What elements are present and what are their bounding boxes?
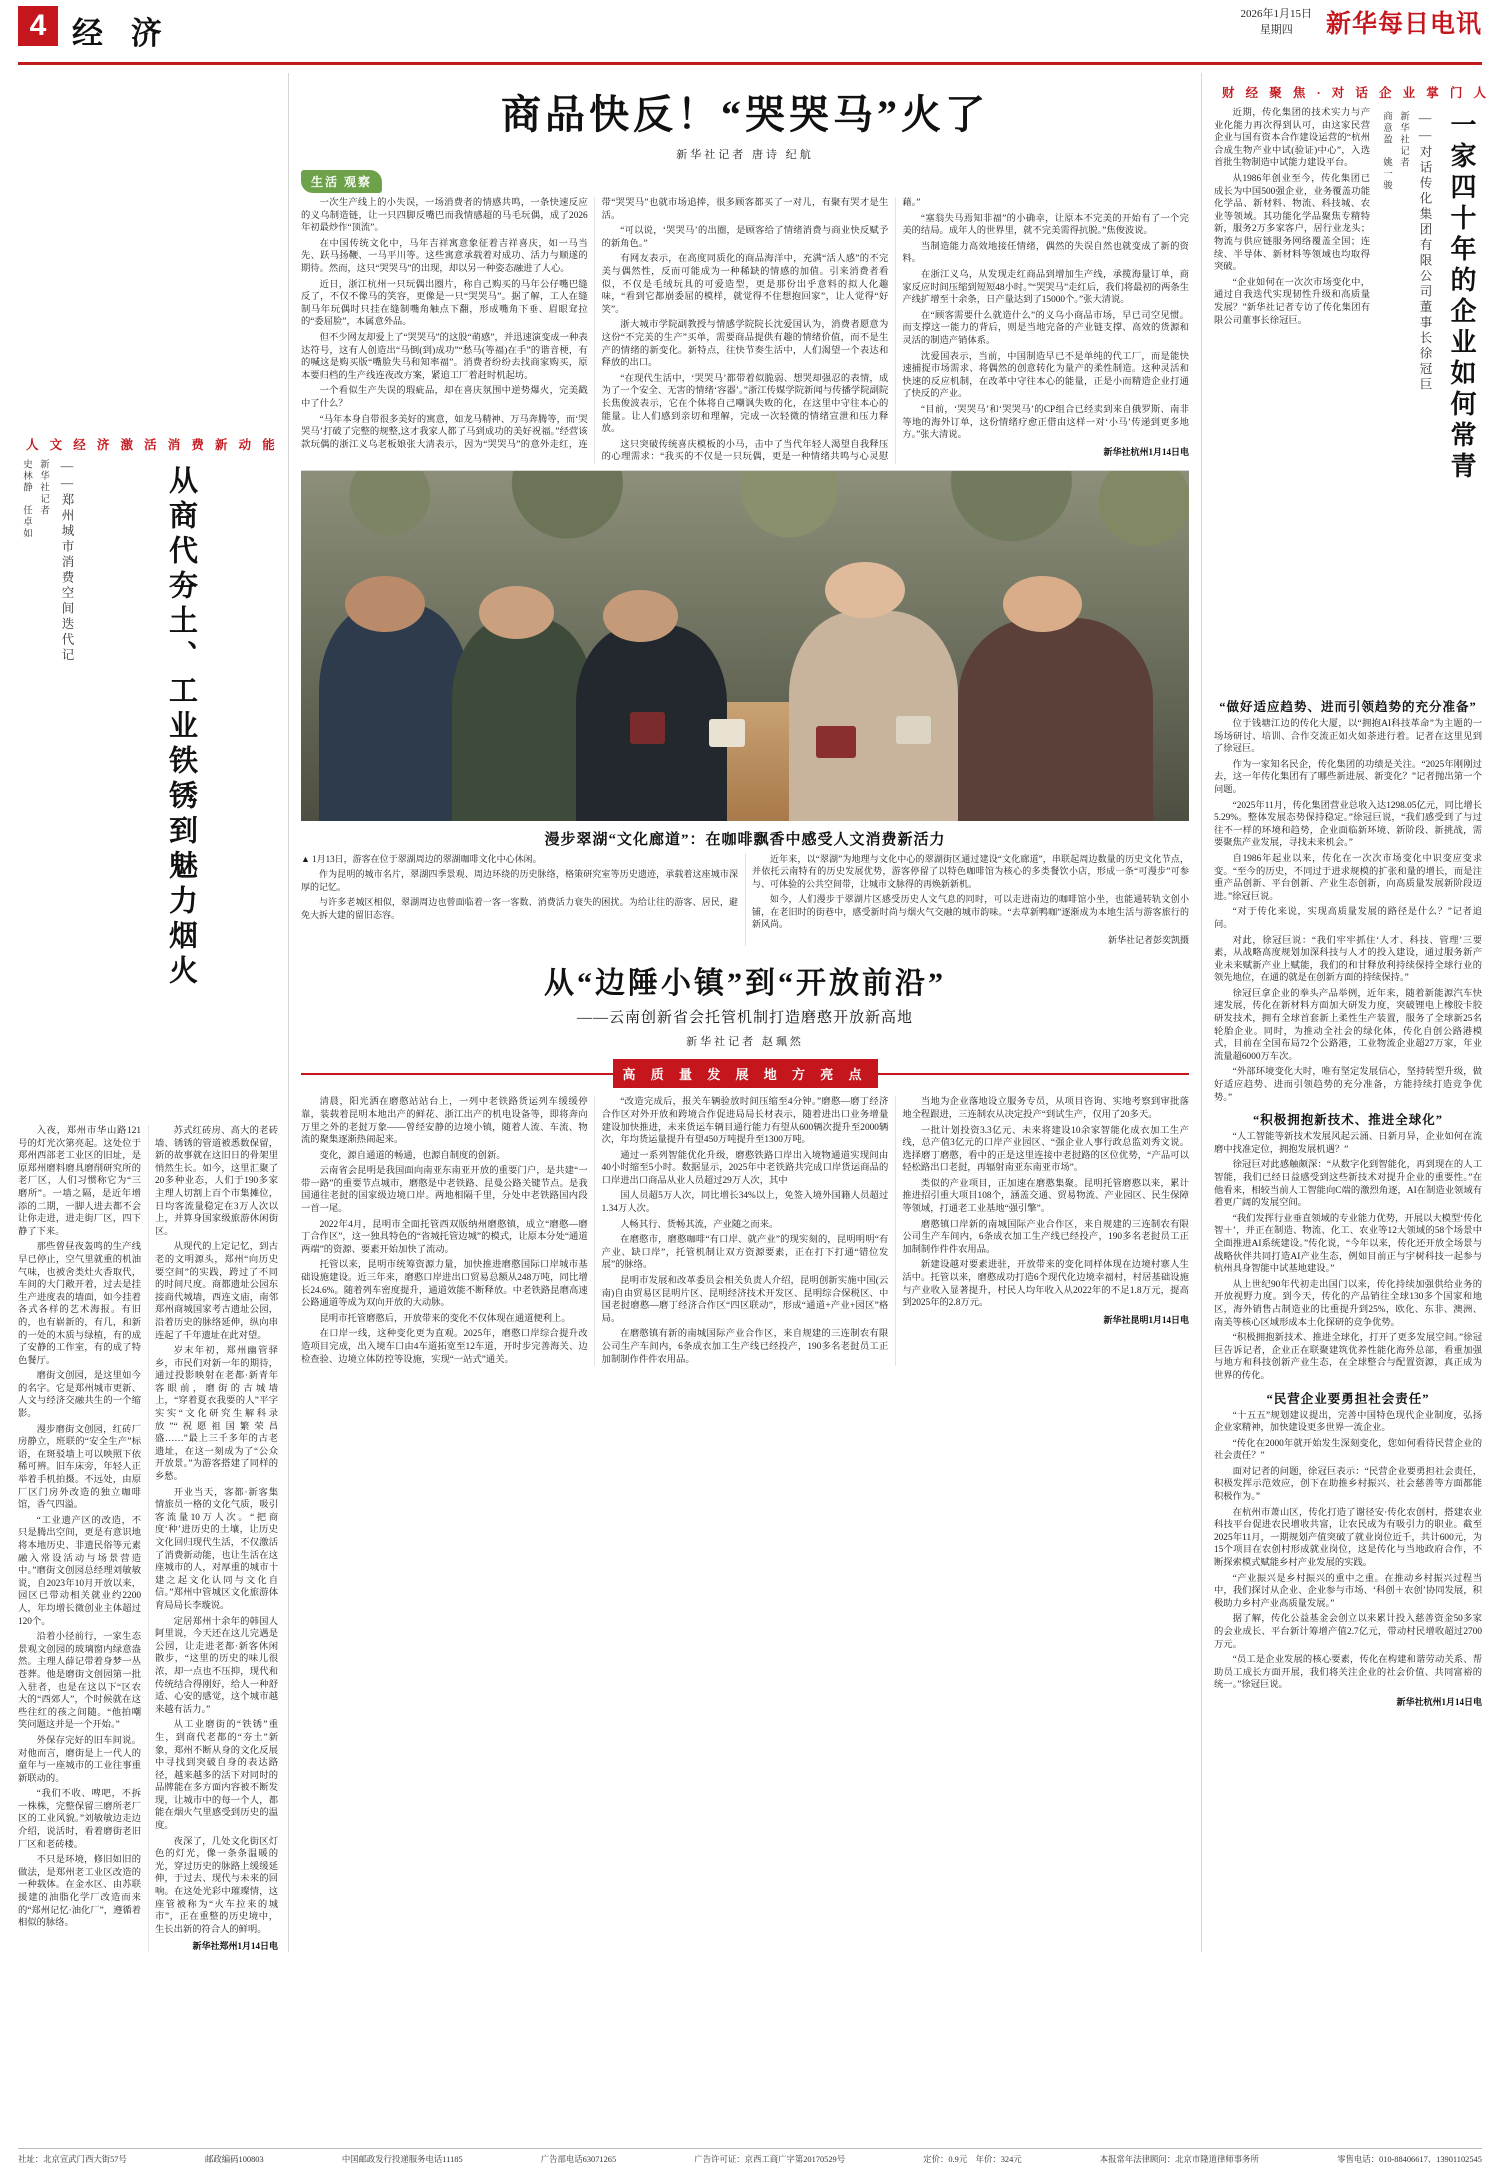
paragraph: 近日，浙江杭州一只玩偶出圈片，称自己购买的马年公仔嘴巴缝反了，不仅不像马的笑容，更像是一只“哭哭马”。据了解，工人在缝制马年玩偶时只挂在缝制嘴角触点下翻，形成嘴角下垂、眉眼耷拉的“委屈脸”，本属意外品。 bbox=[301, 279, 588, 328]
paragraph: 近年来，以“翠湖”为地理与文化中心的翠湖街区通过建设“文化廊道”，串联起周边数量的历史文化节点，并依托云南特有的历史发展优势，游客停留了以特色咖啡馆为核心的多类餐饮小店，形成一条“可漫步”可参与、可体验的公共空间带，让城市文脉得的再焕新新机。 bbox=[752, 853, 1189, 889]
paragraph: 有网友表示，在高度同质化的商品海洋中，充满“活人感”的不完美与偶然性，反而可能成为一种稀缺的情感的加值。引来消费者看似，不仅是毛绒玩具的可爱造型，更是那份出乎意料的拟人化趣味，“看到它都崩委屈的模样，就觉得不住想抱回家”，让人觉得“好笑”。 bbox=[601, 254, 889, 315]
paragraph: “我们不收、啤吧，不拆一株株，完整保留三磨所老厂区的工业风貌。”刘敏敏边走边介绍，说活时，看着磨街老旧厂区和老砖楼。 bbox=[18, 1789, 141, 1850]
mid-byline: 新华社记者 赵珮然 bbox=[686, 1036, 804, 1049]
paragraph: “马年本身自带很多美好的寓意，如龙马精神、万马奔腾等，而‘哭哭马’打破了完整的规整,这才我家人都了马到成功的美好祝福。”经营该款玩偶的浙江义乌老板娘张大清表示，因为“哭哭马”的意外走红，连带“哭哭马”也就市场追捧，很多顾客都买了一对儿，有聚有哭才是生活。 bbox=[301, 198, 889, 450]
footer-price: 定价：0.9元 年价：324元 bbox=[923, 2155, 1022, 2164]
paragraph: “传化在2000年就开始发生深刻变化，您如何看待民营企业的社会责任？” bbox=[1214, 1438, 1482, 1462]
paragraph: 面对记者的问题，徐冠巨表示：“民营企业要勇担社会责任，积极发挥示范效应，创下在助推乡村振兴、社会慈善等方面都能积极作为。” bbox=[1214, 1466, 1482, 1503]
paragraph: 当制造能力高效地接任情绪，偶然的失误自然也就变成了新的资料。 bbox=[902, 241, 1189, 265]
paragraph: 变化，源自通道的畅通，也源自制度的创新。 bbox=[319, 1150, 506, 1161]
paragraph: 2022年4月，昆明市全面托管西双版纳州磨憨镇，成立“磨憨—磨丁合作区”，这一独具特色的“省城托管边城”的模式，让原本分处“通道两端”的资源、要素开始加快了流动。 bbox=[301, 1219, 588, 1255]
right-lead-block bbox=[1214, 107, 1482, 691]
paragraph: “产业振兴是乡村振兴的重中之重。在推动乡村振兴过程当中，我们探讨从企业、企业参与市场、‘科创＋农创’协同发展，积极助力乡村产业高质量发展。” bbox=[1214, 1573, 1482, 1609]
right-section-1-body bbox=[1214, 718, 1482, 1104]
paragraph: 沈爱国表示，当前，中国制造早已不是单纯的代工厂，而是能快速捕捉市场需求、将偶然的创意转化为量产的柔性制造。这种灵活和快速的反应机制，在改革中守往本心的能量，正是小而精造企业打通了快反的产业。 bbox=[902, 351, 1189, 400]
lead-body bbox=[301, 197, 1189, 464]
paragraph: 与许多老城区相似，翠湖周边也曾面临着一客一客数、消费活力衰失的困扰。为给让往的游客、居民，避免大拆大建的留旧态容。 bbox=[301, 897, 738, 920]
page-footer bbox=[18, 2148, 1482, 2165]
paragraph: 定居郑州十余年的韩国人阿里说，今天还在这儿完遇是公园，让走进老都·新客休闲散步，“这里的历史的味儿很浓，却一点也不压抑，现代和传统结合得刚好，给人一种舒适、心安的感觉，这个城市越来越有活力。” bbox=[155, 1616, 278, 1715]
footer-ad-license: 广告许可证：京西工商广字第20170529号 bbox=[694, 2155, 846, 2164]
photo-note-text: 1月13日，游客在位于翠湖周边的翠湖咖啡文化中心休闲。 bbox=[312, 853, 542, 864]
paragraph: 苏式红砖房、高大的老砖墙、锈锈的管道被悉数保留，新的故事就在这旧日的骨架里悄然生长。如今，这里汇聚了20多种业态，人们于190多家主理人切割上百个市集摊位，日均客流量稳定在3万人次以上，并算身国家级旅游休闲街区。 bbox=[155, 1126, 278, 1237]
right-vertical-headline-wrap bbox=[1378, 111, 1482, 691]
mid-banner-text: 高 质 量 发 展 地 方 亮 点 bbox=[613, 1059, 878, 1088]
paragraph: 对此，徐冠巨说：“我们牢牢抓住‘人才、科技、管理’三要素，从战略高度规划加深科技与人才的投入建设，通过服务新产业未来赋新产业上赋能，我们的和甘释放利持续保持全球行业的领先地位，在通的就是在创新方面的持续保持。” bbox=[1214, 935, 1482, 984]
lead-byline: 新华社记者 唐诗 纪航 bbox=[676, 149, 814, 161]
paragraph: 那些曾昼夜轰鸣的生产线早已停止，空气里就重的机油气味，也被舍类灶火香取代，车间的大门敞开着，过去是挂生产进度表的墙面，如今挂着各式各样的艺术海报。有旧的，也有崭新的，有几，和新的一处的木质与绿植，有的成了安静的工作室，有的成了特色餐厅。 bbox=[18, 1242, 141, 1366]
mid-headline: 从“边陲小镇”到“开放前沿” bbox=[544, 967, 946, 1001]
paragraph: 徐冠巨拿企业的拳头产品举例，近年来，随着新能源汽车快速发展，传化在新材料方面加大研发力度，突破锂电上橡胶卡胶研发技术，拥有全球首套新上柔性生产装置，服务了全球新25名轮胎企业。同时，为推动全社会的绿化体，传化自创公路港模式，目前在全国布局72个公路港，工业物流企业超27万家，年业流量超6000万车次。 bbox=[1214, 988, 1482, 1062]
right-banner-text: 财 经 聚 焦 · 对 话 企 业 掌 门 人 bbox=[1222, 86, 1491, 100]
paragraph: 徐冠巨对此感触颇深：“从数字化到智能化，再到现在的人工智能，我们已经日益感受到这些新技术对提升企业的重要性。”在他看来，相较当前人工智能向C端的激烈角逐，AI在制造业领域有着更广阔的发展空间。 bbox=[1214, 1160, 1482, 1209]
left-spacer bbox=[18, 73, 278, 425]
photo-caption: 漫步翠湖“文化廊道”：在咖啡飘香中感受人文消费新活力 bbox=[544, 831, 946, 848]
paragraph: 在“顾客需要什么就造什么”的义乌小商品市场，早已司空见惯。而支撑这一能力的背后，则是当地完备的产业链支撑、高效的货源和灵活的制造产销体系。 bbox=[902, 310, 1189, 346]
paragraph: 在中国传统文化中，马年吉祥寓意象征着吉祥喜庆，如一马当先、跃马扬鞭、一马平川等。这些寓意承载着对成功、活力与顺遂的期待。然而，这只“哭哭马”的出现，却以另一种姿态融进了人心。 bbox=[301, 238, 588, 274]
paragraph: 入夜，郑州市华山路121号的灯光次第亮起。这处位于郑州西部老工业区的旧址，是原郑州磨料磨具磨削研究所的老厂区，人们习惯称它为“三磨所”。一墙之隔，是近年增添的二期，一脚人进去都不会让你走进，进走街厂区，四下静了下来。 bbox=[18, 1126, 141, 1237]
right-section-2-body bbox=[1214, 1131, 1482, 1382]
lead-enddate: 新华社杭州1月14日电 bbox=[1103, 446, 1189, 457]
paragraph: 清晨，阳光洒在磨憨站站台上，一列中老铁路货运列车缓缓停靠，装载着昆明本地出产的鲜花、浙江出产的机电设备等，即将奔向万里之外的老挝万象——曾经安静的边境小镇，随着人流、车流、物流的聚集逐渐热闹起来。 bbox=[301, 1097, 588, 1146]
paragraph: “我们发挥行业垂直领域的专业能力优势，开展以大模型‘传化智＋’，并正在制造、物流、化工、农业等12大领域的58个场景中全面推进AI系统建设。”传化说，“今年以来，传化还开放全场景与战略伙伴共同打造AI产业生态，例如目前正与宇树科技一起参与杭州具身智能中试基地建设。” bbox=[1214, 1213, 1482, 1275]
footer-service: 零售电话：010-88406617、13901102545 bbox=[1337, 2155, 1482, 2164]
paragraph: 昆明市发展和改革委员会相关负责人介绍，昆明创新实施中国(云南)自由贸易区昆明片区、昆明经济技术开发区、昆明综合保税区、中国老挝磨憨—磨丁经济合作区“四区联动”，形成“通道+产业+园区”格局。 bbox=[601, 1276, 889, 1324]
paragraph: 作为一家知名民企，传化集团的功绩是关注。“2025年刚刚过去，这一年传化集团有了哪些新进展、新变化？”记者抛出第一个问题。 bbox=[1214, 759, 1482, 795]
paragraph: 这只突破传统喜庆模板的小马，击中了当代年轻人渴望自我释压的心理需求：“我买的不仅是一只玩偶，更是一种情绪共鸣与心灵慰藉。” bbox=[601, 198, 921, 463]
paragraph: 但不少网友却爱上了“哭哭马”的这股“萌感”，并迅速演变成一种表达符号，这有人创造出“马倒(到)成功”“愁马(等福)在手”的谐音梗，有的喊这是购买版“嘴脸失马和知率福”。消费者纷纷去找商家购买，原本要归档的生产线连夜改方案，紧追工厂着赶时机起坊。 bbox=[301, 332, 588, 381]
paragraph: 在磨憨镇有新的南城国际产业合作区，来自规建的三连制农有限公司生产车间内，6条成衣加工生产线已经投产，190多名老挝员工正加制制作件件农用品。 bbox=[601, 1329, 889, 1365]
paragraph: 开业当天，客都·新客集情旅员一格的文化气质，吸引客流量10万人次。“把商度‘种’进历史的土壤，让历史文化回归现代生活，不仅激活了消费新动能，也让生活在这座城市的人，对厚重的城市十建之起文化认同与文化自信。”郑州中管城区文化旅游体育局局长李璇说。 bbox=[155, 1487, 278, 1611]
paragraph: 浙大城市学院副教授与情感学院院长沈爱国认为，消费者愿意为这份“不完美的生产”买单，需要商品提供有趣的情绪价值，而不是生产的情绪的新变化。新特点，往快节奏生活中，人们渴望一个表达和释放的出口。 bbox=[601, 320, 889, 369]
footer-address: 社址：北京宣武门西大街57号 bbox=[18, 2155, 127, 2164]
paragraph: 作为昆明的城市名片，翠湖四季景观、周边环绕的历史脉络，格策研究室等历史遗迹，承载着这座城市深厚的记忆。 bbox=[301, 869, 738, 892]
footer-ad: 广告部电话63071265 bbox=[540, 2155, 617, 2164]
paragraph: 昆明市托管磨憨后，开放带来的变化不仅体现在通道便利上。 bbox=[319, 1313, 571, 1324]
paragraph: 从上世纪90年代初走出国门以来，传化持续加强供给业务的开放视野力度。到今天，传化的产品销往全球130多个国家和地区，海外销售占制造业的比重提升到25%，欧化、东非、澳洲、南美等核心区域形成本土化探研的竞争优势。 bbox=[1214, 1279, 1482, 1328]
left-column bbox=[18, 73, 289, 1952]
right-column bbox=[1201, 73, 1491, 1952]
paragraph: “企业如何在一次次市场变化中，通过自我迭代实现韧性升级和高质量发展？”新华社记者专访了传化集团有限公司董事长徐冠巨。 bbox=[1214, 277, 1370, 326]
paragraph: 托管以来，昆明市统筹资源力量，加快推进磨憨国际口岸城市基础设施建设。近三年来，磨憨口岸进出口贸易总额从248万吨，同比增长24.6%。随着列车密度提升，通道效能不断释放。中老铁路昆磨高速公路通道等成为双向开放的大动脉。 bbox=[301, 1260, 588, 1309]
photo-credit: 新华社记者彭奕凯摄 bbox=[1107, 935, 1189, 946]
right-section-3-body bbox=[1214, 1410, 1482, 1708]
paragraph: “目前，‘哭哭马’和‘哭哭马’的CP组合已经卖到来自俄罗斯、南非等地的海外订单，这份情绪疗愈正借由这样一对‘小马’传递到更多地方。”张大清说。 bbox=[902, 404, 1189, 441]
paragraph: “十五五”规划建议提出，完善中国特色现代企业制度，弘扬企业家精神，加快建设更多世界一流企业。 bbox=[1214, 1410, 1482, 1434]
left-vertical-headline-wrap bbox=[18, 459, 278, 1119]
photo-note-body bbox=[301, 853, 1189, 946]
paragraph: 一个看似生产失误的瑕疵品，却在喜庆氛围中逆势爆火，完美戳中了什么？ bbox=[301, 386, 588, 409]
main-column bbox=[289, 73, 1201, 1952]
paragraph: 沿着小径前行，一家生态景观文创园的玻璃窗内绿意盎然。主理人薛记带着身梦一丛苍葬。他是磨街文创园第一批入驻者，也是在这以下“区农大的“西郊人”，个时候就在这些往红的孩之间随。“他拍嘲笑问题这并是一个开始。” bbox=[18, 1632, 141, 1731]
issue-date: 2026年1月15日 bbox=[1240, 8, 1312, 20]
paragraph: 夜深了，几处文化街区灯色的灯光，像一条条温暖的光，穿过历史的脉路上缓缓延伸，于过去、现代与未来的回响。在这处光彩中璀璨情，这座管被称为“火车拉来的城市”，正在重整的历史境中，生长出新的符合人的鲜明。 bbox=[155, 1836, 278, 1935]
paragraph: 新建设越对要素进驻，开放带来的变化同样体现在边境村寨人生活中。托管以来，磨憨成功打造6个现代化边境幸福村，村居基础设施与产业收入显著提升，村民人均年收入从2022年的不足1.8万元，提高到2025年的2.8万元。 bbox=[902, 1260, 1189, 1309]
mid-enddate: 新华社昆明1月14日电 bbox=[1103, 1314, 1189, 1325]
paragraph: 类似的产业项目，正加速在磨憨集聚。昆明托管磨憨以来，累计推进招引重大项目108个，涵盖交通、贸易物流、产业园区、民生保障等领域，打通老工业基地“强引擎”。 bbox=[902, 1178, 1189, 1215]
paragraph: “塞翁失马焉知非福”的小确幸，让原本不完美的开始有了一个完美的结局。成年人的世界里，就不完美需得抗脱。”焦俊波说。 bbox=[902, 213, 1189, 237]
right-section-2-title: “积极拥抱新技术、推进全球化” bbox=[1252, 1113, 1443, 1128]
right-byline-role: 新华社记者 bbox=[1398, 111, 1408, 169]
left-banner-text: 人 文 经 济 激 活 消 费 新 动 能 bbox=[26, 438, 279, 452]
paragraph: 在浙江义乌，从发现走红商品到增加生产线，承揽海量订单，商家反应时间压缩到短短48小时。”“哭哭马”走红后，我们将最初的两条生产线扩增至十余条，日产量达到了15000个。”张大清说。 bbox=[902, 269, 1189, 306]
left-headline: 从商代夯土、工业铁锈到魅力烟火 bbox=[165, 465, 197, 990]
paragraph: “员工是企业发展的核心要素，传化在构建和谐劳动关系、帮助员工成长方面开展，我们将关注企业的社会价值、共同富裕的统一。”徐冠巨说。 bbox=[1214, 1655, 1482, 1691]
issue-weekday: 星期四 bbox=[1259, 24, 1293, 36]
paragraph: “2025年11月，传化集团营业总收入达1298.05亿元，同比增长5.29%。整体发展态势保持稳定。”徐冠巨说，“我们感受到了与过往不一样的环境和趋势，企业面临新环境、新阶段、新挑战，需要聚焦产业发展，寻找未来机会。” bbox=[1214, 800, 1482, 849]
photo-note-marker: ▲ bbox=[301, 853, 310, 864]
paragraph: 如今，人们漫步于翠湖片区感受历史人文气息的同时，可以走进南边的咖啡馆小坐，也能通转轨文创小铺，在老旧时的街巷中，感受新时尚与烟火气交融的城市韵味。“去草新鸭咖”逐渐成为本地生活与游客旅行的新风尚。 bbox=[752, 894, 1189, 929]
paragraph: “可以说，‘哭哭马’的出圈，是顾客给了情绪消费与商业快反赋予的新角色。” bbox=[601, 226, 889, 249]
paragraph: 从1986年创业至今，传化集团已成长为中国500强企业，业务覆盖功能化学品、新材料、物流、科技城、农业等领域。其功能化学品聚焦专精特新，服务2万多家客户，居行业龙头；物流与供应链服务网络覆盖全国；连续、半导体、新材料等领域也均取得突破。 bbox=[1214, 173, 1370, 273]
paragraph: 磨憨镇口岸新的南城国际产业合作区，来自规建的三连制农有限公司生产车间内，6条成衣加工生产线已经投产，190多名老挝员工正加制制作件件农用品。 bbox=[902, 1219, 1189, 1255]
footer-print: 本报常年法律顾问：北京市隆道律师事务所 bbox=[1099, 2155, 1259, 2164]
photo-note-lead bbox=[301, 853, 738, 865]
lead-headline: 商品快反！“哭哭马”火了 bbox=[501, 92, 989, 137]
paragraph: “在现代生活中，‘哭哭马’都带着似脆弱、想哭却强忍的表情，成为了一个安全、无害的情绪‘容器’。”浙江传媒学院新闻与传播学院副院长焦俊波表示，它在个体将自己嘲讽失败的化，在这里中守往本心的能量。让人们感到亲切和理解，完成一次轻微的情绪宣泄和压力释放。 bbox=[601, 373, 889, 435]
right-headline: 一家四十年的企业如何常青 bbox=[1447, 111, 1476, 483]
section-title: 经 济 bbox=[72, 16, 172, 51]
paragraph: 磨街文创园，是这里如今的名字。它是郑州城市更新、人文与经济交融共生的一个缩影。 bbox=[18, 1371, 141, 1420]
paragraph: 岁末年初，郑州幽管驿乡，市民们对新一年的期待，通过投影映射在老都·新青年客眼前，磨街的古城墙上，“穿着夏衣我要的人”平字实实“文化研究生解科录放”“祝愿祖国繁荣昌盛……”最上三千多年的古老遗址，在这一刻成为了“公众开放景。”为游客搭建了同样的乡愁。 bbox=[155, 1346, 278, 1483]
paragraph: 一次生产线上的小失误，一场消费者的情感共鸣，一条快速反应的义乌制造链，让一只四脚反嘴巴而我情感超的马毛玩偶，成了2026年初最炒作“顶流”。 bbox=[301, 198, 588, 234]
paragraph: 漫步磨街文创园，红砖厂房静立，班联的“安全生产”标语，在斑驳墙上可以映照下依稀可辨。旧车床旁，年轻人正举着手机拍摄。不远处，由原厂区门房外改造的独立咖啡馆，香气四溢。 bbox=[18, 1424, 141, 1511]
paragraph: 从工业磨街的“铁锈”重生，到商代老都的“夯土”新象，郑州不断从身的文化反展中寻找到突破自身的表达路径，越来越多的活下对同时的品牌能在多方面内容被不断发现，让城市中的每一个人，都能在烟火气里感受到历史的温度。 bbox=[155, 1720, 278, 1832]
paragraph: 云南省会昆明是我国面向南亚东南亚开放的重要门户，是共建“一带一路”的重要节点城市，磨憨是中老铁路、昆曼公路关键节点。是我国通往老挝的国家级边境口岸。两地相隔千里，分处中老铁路国内段一首一尾。 bbox=[301, 1166, 588, 1215]
mid-subheadline: ——云南创新省会托管机制打造磨憨开放新高地 bbox=[576, 1010, 913, 1027]
paragraph: “改造完成后，报关车辆验放时间压缩至4分钟。”磨憨—磨丁经济合作区对外开放和跨境合作促进局局长材表示，随着进出口业务增量建设加快推进，未来货运车辆目通行能力有望从600辆次提升至2000辆次，年均货运量提升有望450万吨提升至1300万吨。 bbox=[601, 1097, 889, 1146]
paragraph: 通过一系列智能优化升级，磨憨铁路口岸出入境物通道实现间由40小时缩至5小时。数据显示，2025年中老铁路共完成口岸货运商品的口岸进出口商品从业人员超过29万人次，其中 bbox=[601, 1150, 889, 1186]
left-byline-role: 新华社记者 bbox=[38, 459, 48, 517]
right-section-1-title: “做好适应趋势、进而引领趋势的充分准备” bbox=[1219, 700, 1477, 714]
paragraph: “外部环境变化大时，唯有坚定发展信心，坚持转型升级，做好适应趋势、进而引领趋势的充分准备，方能持续打造竞争优势。” bbox=[1214, 1067, 1482, 1103]
left-byline-names: 史林静 任卓如 bbox=[21, 459, 31, 540]
left-subheadline: ——郑州城市消费空间迭代记 bbox=[60, 459, 74, 664]
paragraph: 不只是环境，修旧如旧的做法，是郑州老工业区改造的一种载体。在金水区、由苏联援建的油脂化学厂改造而来的“郑州记忆·油化厂”，遵循着相似的脉络。 bbox=[18, 1855, 141, 1929]
paragraph: “人工智能等新技术发展风起云涌、日新月异，企业如何在流磨中找准定位，拥抱发展机遇？” bbox=[1214, 1132, 1482, 1155]
paragraph: 近期，传化集团的技术实力与产业化能力再次得到认可，由这家民营企业与国有资本合作建设运营的“杭州合成生物产业中试(验证)中心”，入选首批生物制造中试能力建设平台。 bbox=[1214, 108, 1370, 169]
right-section-banner bbox=[1214, 83, 1491, 101]
column-tag: 生活 观察 bbox=[301, 170, 382, 193]
right-section-3-title: “民营企业要勇担社会责任” bbox=[1266, 1391, 1430, 1406]
paragraph: 从现代的上定记忆，到古老的文明源头，郑州“向历史要空间”的实践，跨过了不同的时间尺度。商都遗址公园东接商代城墙，西连文庙，南邻郑州商城国家考古遗址公园，沿着历史的脉络延伸，纵向串连起了千年遗址在此对望。 bbox=[155, 1242, 278, 1341]
paragraph: 当地为企业落地设立服务专员，从项目咨询、实地考察到审批落地全程跟进，三连制农从决定投产“到试生产，仅用了20多天。 bbox=[902, 1097, 1189, 1120]
paragraph: “工业遗产区的改造，不只是腾出空间，更是有意识地将本地历史、非遗民俗等元素融入常设活动与场景营造中。”磨街文创园总经理刘敏敏说，自2023年10月开放以来，园区已带动相关就业约2200人，年均增长微创业主体超过120个。 bbox=[18, 1515, 141, 1627]
paragraph: “积极拥抱新技术、推进全球化，打开了更多发展空间。”徐冠巨告诉记者，企业正在联聚建筑优养性能化海外总部，看重加强与地方和科技创新产业生态，在全球整合与配置资源，真正成为世界的传化。 bbox=[1214, 1333, 1482, 1381]
newspaper-logo: 新华每日电讯 bbox=[1325, 11, 1482, 38]
paragraph: 外保存完好的旧车间说。对他而言，磨街是上一代人的童年与一座城市的工业往事重新联动的。 bbox=[18, 1735, 141, 1784]
left-enddate: 新华社郑州1月14日电 bbox=[192, 1941, 278, 1952]
paragraph: 位于钱塘江边的传化大厦，以“拥抱AI科技革命”为主题的一场场研讨、培训、合作交流正如火如荼进行着。记者在这里见到了徐冠巨。 bbox=[1214, 719, 1482, 755]
masthead bbox=[18, 0, 1482, 65]
right-byline-names: 商意盈 姚一骏 bbox=[1381, 111, 1391, 192]
paragraph: 国人员超5万人次，同比增长34%以上，免签入境外国籍人员超过1.34万人次。 bbox=[601, 1191, 889, 1215]
paragraph: 在杭州市萧山区，传化打造了谢径安·传化农创村，搭建农业科技平台促进农民增收共富，让农民成为有吸引力的职业。截至2025年11月，一期规划产值突破了就业岗位近千，共计600元，为15个项目在农创村形成就业岗位，这是传化与当地政府合作，不断探索模式赋能乡村产业发展的实践。 bbox=[1214, 1507, 1482, 1569]
left-body bbox=[18, 1125, 278, 1952]
paragraph: 在磨憨市，磨憨咖啡“有口岸、就产业”的现实刻的，昆明明明“有产业、缺口岸”，托管机制让双方资源要素，正在打下打通“错位发展”的脉络。 bbox=[601, 1235, 889, 1271]
paragraph: 一批计划投资3.3亿元、未来将建设10余家智能化成衣加工生产线，总产值3亿元的口岸产业园区、“强企业人事行政总监刘秀文说。选择磨丁磨憨，看中的正是这里连接中老挝路的区位优势，“产品可以轻松路出口老挝，再辐射南亚东南亚市场”。 bbox=[902, 1125, 1189, 1174]
mid-section-banner bbox=[301, 1059, 1189, 1088]
paragraph: 自1986年起业以来，传化在一次次市场变化中识变应变求变。“至今的历史，不同过于进求规模的扩张和量的增长，而是注重产品创新、平台创新、产业生态创新，向高质量发展新阶段迈进。”徐冠巨说。 bbox=[1214, 853, 1482, 902]
lead-story bbox=[301, 83, 1189, 471]
right-subheadline: ——对话传化集团有限公司董事长徐冠巨 bbox=[1418, 111, 1432, 393]
paragraph: 据了解，传化公益基金会创立以来累计投入慈善资金50多家的会业成长、平台新计筹增产值2.7亿元，带动村民增收超过2700万元。 bbox=[1214, 1614, 1482, 1650]
mid-body bbox=[301, 1096, 1189, 1366]
masthead-right bbox=[1240, 4, 1482, 40]
paragraph: 人畅其行、货畅其流，产业随之而来。 bbox=[620, 1219, 779, 1230]
paragraph: 在口岸一线，这种变化更为直观。2025年，磨憨口岸综合提升改造项目完成，出入境车口由4车道拓宽至12车道，开时步完善海关、边检查验、边境立体防控等设施，实现“一站式”通关。 bbox=[301, 1329, 588, 1365]
photo-cafe-scene bbox=[301, 471, 1189, 821]
page-body bbox=[18, 73, 1491, 1952]
footer-postcode: 邮政编码100803 bbox=[205, 2155, 264, 2164]
footer-hotline: 中国邮政发行投递服务电话11185 bbox=[341, 2155, 463, 2164]
right-enddate: 新华社杭州1月14日电 bbox=[1396, 1696, 1482, 1707]
date-block bbox=[1240, 6, 1312, 38]
left-section-banner bbox=[18, 435, 278, 453]
page-number: 4 bbox=[18, 6, 58, 46]
paragraph: “对于传化来说，实现高质量发展的路径是什么？”记者追问。 bbox=[1214, 907, 1482, 930]
